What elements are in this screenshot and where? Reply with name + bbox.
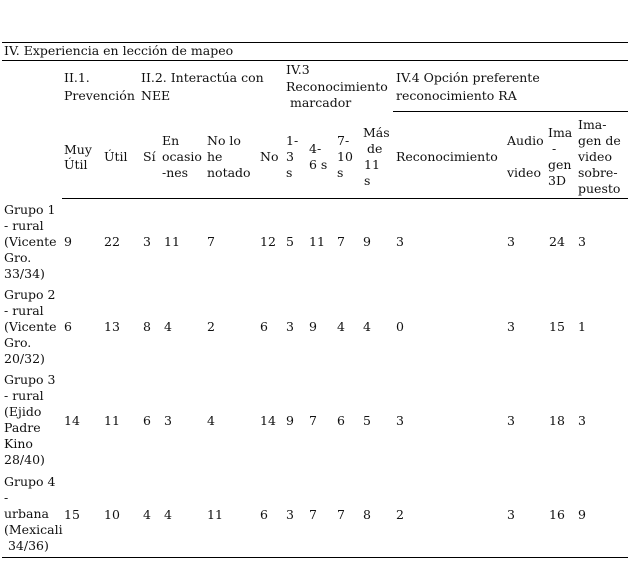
column-header-line: 7- bbox=[337, 133, 350, 148]
column-header-line: No lo bbox=[207, 133, 241, 148]
bottom-rule bbox=[2, 557, 628, 558]
column-header-line: 11 bbox=[364, 157, 380, 172]
table-cell: 3 bbox=[143, 234, 151, 249]
table-cell: 15 bbox=[64, 507, 80, 522]
table-cell: 9 bbox=[309, 319, 317, 334]
table-cell: 3 bbox=[396, 234, 404, 249]
table-cell: 4 bbox=[143, 507, 151, 522]
column-header-line: 6 s bbox=[309, 157, 328, 172]
table-cell: 6 bbox=[64, 319, 72, 334]
row-label-line: urbana bbox=[4, 506, 49, 521]
column-header-line: sobre- bbox=[578, 165, 618, 180]
row-label-line: - rural bbox=[4, 218, 44, 233]
group-header-line: IV.3 bbox=[286, 62, 310, 77]
table-cell: 15 bbox=[549, 319, 565, 334]
table-cell: 11 bbox=[104, 413, 120, 428]
row-label-line: (Ejido bbox=[4, 404, 42, 419]
row-label-line: Gro. bbox=[4, 335, 32, 350]
row-label-line: Padre bbox=[4, 420, 41, 435]
group-header-line: NEE bbox=[141, 88, 171, 103]
column-header-line: notado bbox=[207, 165, 251, 180]
row-label-line: Grupo 1 bbox=[4, 202, 56, 217]
table-cell: 9 bbox=[363, 234, 371, 249]
table-cell: 3 bbox=[578, 234, 586, 249]
table-cell: 9 bbox=[64, 234, 72, 249]
group-header-line: Reconocimiento bbox=[286, 79, 388, 94]
table-cell: 22 bbox=[104, 234, 120, 249]
group-header-line: IV.4 Opción preferente bbox=[396, 70, 540, 85]
table-cell: 1 bbox=[578, 319, 586, 334]
table-cell: 8 bbox=[143, 319, 151, 334]
table-cell: 11 bbox=[309, 234, 325, 249]
column-header-line: 1- bbox=[286, 133, 299, 148]
table-cell: 7 bbox=[337, 234, 345, 249]
column-header-line: Ima bbox=[548, 125, 573, 140]
column-header-line: puesto bbox=[578, 181, 621, 196]
column-header-line: -nes bbox=[162, 165, 189, 180]
group-header-line: reconocimiento RA bbox=[396, 88, 517, 103]
table-cell: 7 bbox=[309, 413, 317, 428]
table-cell: 6 bbox=[260, 319, 268, 334]
table-cell: 6 bbox=[260, 507, 268, 522]
row-label-line: - rural bbox=[4, 303, 44, 318]
table-cell: 11 bbox=[164, 234, 180, 249]
table-cell: 9 bbox=[578, 507, 586, 522]
table-cell: 16 bbox=[549, 507, 565, 522]
column-header-line: s bbox=[364, 173, 371, 188]
header-rule bbox=[62, 198, 628, 199]
table-cell: 6 bbox=[143, 413, 151, 428]
column-header-line: En bbox=[162, 133, 180, 148]
column-header-line: 4- bbox=[309, 141, 322, 156]
column-header-line: Audio bbox=[507, 133, 544, 148]
table-cell: 3 bbox=[507, 319, 515, 334]
table-cell: 4 bbox=[164, 507, 172, 522]
table-cell: 4 bbox=[337, 319, 345, 334]
row-label-line: 20/32) bbox=[4, 351, 45, 366]
column-header-line: Muy bbox=[64, 142, 92, 157]
table-cell: 24 bbox=[549, 234, 565, 249]
column-header-line: s bbox=[286, 165, 293, 180]
column-header-line: - bbox=[552, 141, 557, 156]
column-header-line: Reconocimiento bbox=[396, 149, 498, 164]
column-header-line: Ima- bbox=[578, 117, 607, 132]
row-label-line: 34/36) bbox=[4, 538, 49, 553]
row-label-line: Grupo 2 bbox=[4, 287, 56, 302]
group-iv4-rule bbox=[393, 111, 628, 112]
row-label-line: 33/34) bbox=[4, 266, 45, 281]
table-cell: 8 bbox=[363, 507, 371, 522]
caption-rule bbox=[2, 60, 628, 61]
table-cell: 0 bbox=[396, 319, 404, 334]
table-cell: 3 bbox=[578, 413, 586, 428]
table-cell: 3 bbox=[507, 507, 515, 522]
table-cell: 13 bbox=[104, 319, 120, 334]
column-header-line: he bbox=[207, 149, 223, 164]
column-header-line: gen de bbox=[578, 133, 621, 148]
table-cell: 2 bbox=[396, 507, 404, 522]
group-header-line: II.1. bbox=[64, 70, 90, 85]
table-cell: 4 bbox=[207, 413, 215, 428]
table-cell: 3 bbox=[396, 413, 404, 428]
row-label-line: - bbox=[4, 490, 9, 505]
column-header-line: gen bbox=[548, 157, 572, 172]
column-header-line: 10 bbox=[337, 149, 353, 164]
table-caption: IV. Experiencia en lección de mapeo bbox=[4, 43, 234, 58]
row-label-line: 28/40) bbox=[4, 452, 45, 467]
table-cell: 14 bbox=[260, 413, 276, 428]
column-header-line: Útil bbox=[104, 149, 128, 164]
table-cell: 12 bbox=[260, 234, 276, 249]
table-cell: 4 bbox=[363, 319, 371, 334]
row-label-line: (Vicente bbox=[4, 319, 57, 334]
group-header-line: Prevención bbox=[64, 88, 135, 103]
table-cell: 14 bbox=[64, 413, 80, 428]
table-cell: 10 bbox=[104, 507, 120, 522]
column-header-line: Útil bbox=[64, 157, 88, 172]
table-cell: 3 bbox=[164, 413, 172, 428]
row-label-line: - rural bbox=[4, 388, 44, 403]
column-header-line: ocasio bbox=[162, 149, 202, 164]
table-cell: 3 bbox=[507, 413, 515, 428]
row-label-line: Grupo 4 bbox=[4, 474, 56, 489]
table-cell: 7 bbox=[207, 234, 215, 249]
column-header-line: 3 bbox=[286, 149, 294, 164]
column-header-line: video bbox=[507, 165, 541, 180]
row-label-line: (Mexicali bbox=[4, 522, 63, 537]
table-cell: 3 bbox=[286, 319, 294, 334]
table-cell: 5 bbox=[363, 413, 371, 428]
table-cell: 7 bbox=[309, 507, 317, 522]
row-label-line: Grupo 3 bbox=[4, 372, 56, 387]
table-cell: 3 bbox=[507, 234, 515, 249]
table-cell: 4 bbox=[164, 319, 172, 334]
table-cell: 9 bbox=[286, 413, 294, 428]
row-label-line: Gro. bbox=[4, 250, 32, 265]
column-header-line: No bbox=[260, 149, 279, 164]
table-cell: 6 bbox=[337, 413, 345, 428]
row-label-line: Kino bbox=[4, 436, 33, 451]
column-header-line: s bbox=[337, 165, 344, 180]
column-header-line: Sí bbox=[143, 149, 156, 164]
table-cell: 18 bbox=[549, 413, 565, 428]
row-label-line: (Vicente bbox=[4, 234, 57, 249]
table-cell: 5 bbox=[286, 234, 294, 249]
column-header-line: de bbox=[367, 141, 383, 156]
table-cell: 7 bbox=[337, 507, 345, 522]
group-header-line: marcador bbox=[286, 95, 352, 110]
column-header-line: 3D bbox=[548, 173, 566, 188]
column-header-line: video bbox=[578, 149, 612, 164]
table-cell: 2 bbox=[207, 319, 215, 334]
group-header-line: II.2. Interactúa con bbox=[141, 70, 264, 85]
table-cell: 3 bbox=[286, 507, 294, 522]
table-cell: 11 bbox=[207, 507, 223, 522]
column-header-line: Más bbox=[363, 125, 390, 140]
